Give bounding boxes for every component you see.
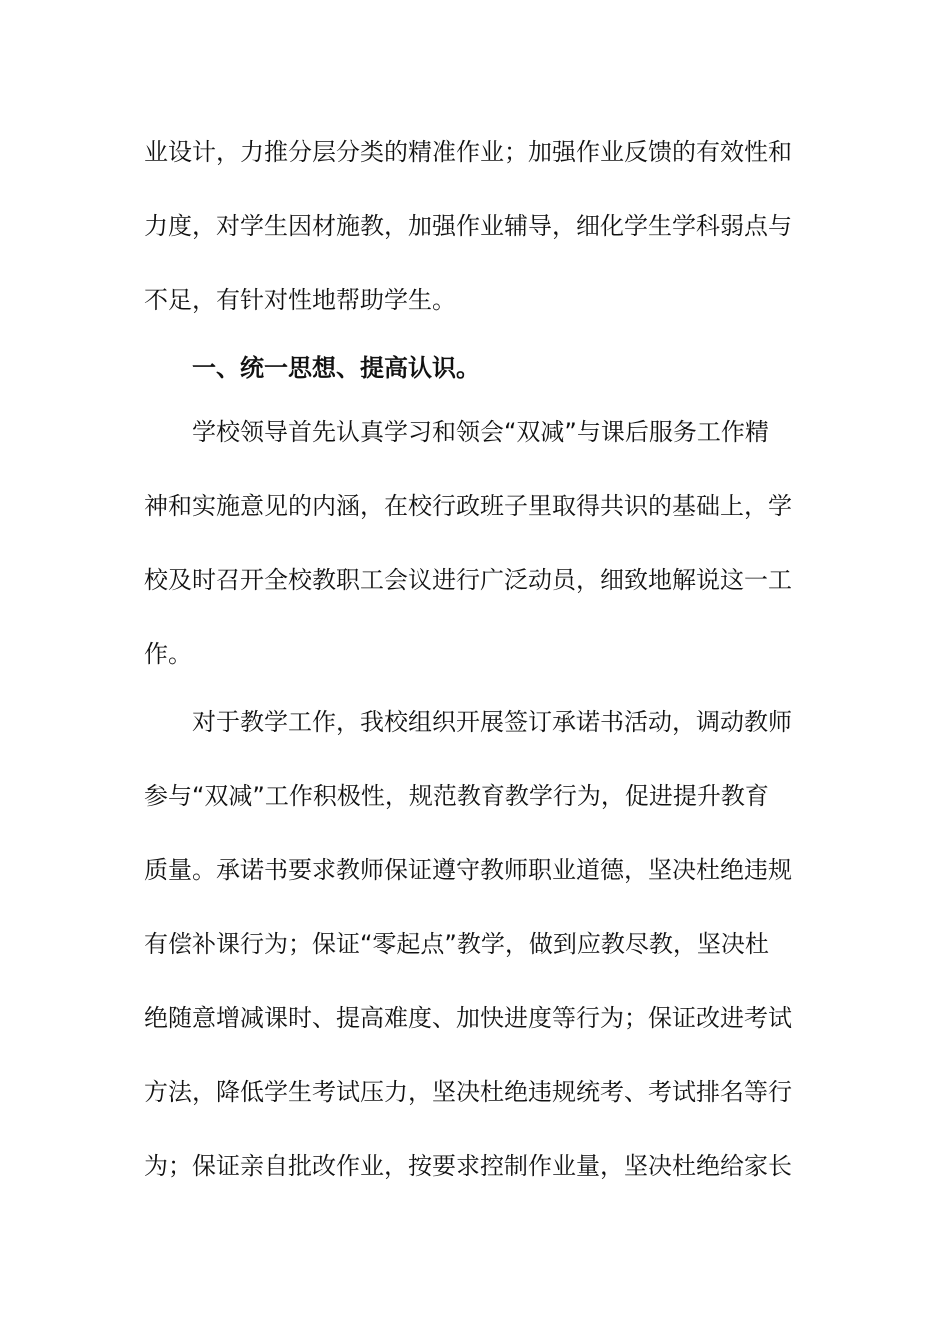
paragraph-line: 业设计，力推分层分类的精准作业；加强作业反馈的有效性和: [144, 138, 792, 166]
paragraph-line: 作。: [144, 640, 192, 668]
paragraph-line: 绝随意增减课时、提高难度、加快进度等行为；保证改进考试: [144, 1004, 792, 1032]
paragraph-line: 参与“双减”工作积极性，规范教育教学行为，促进提升教育: [144, 782, 769, 810]
paragraph-line: 不足，有针对性地帮助学生。: [144, 286, 456, 314]
paragraph-line: 对于教学工作，我校组织开展签订承诺书活动，调动教师: [192, 708, 792, 736]
section-heading: 一、统一思想、提高认识。: [192, 354, 480, 382]
paragraph-line: 有偿补课行为；保证“零起点”教学，做到应教尽教，坚决杜: [144, 930, 769, 958]
paragraph-line: 质量。承诺书要求教师保证遵守教师职业道德，坚决杜绝违规: [144, 856, 792, 884]
paragraph-line: 方法，降低学生考试压力，坚决杜绝违规统考、考试排名等行: [144, 1078, 792, 1106]
paragraph-line: 力度，对学生因材施教，加强作业辅导，细化学生学科弱点与: [144, 212, 792, 240]
paragraph-line: 神和实施意见的内涵，在校行政班子里取得共识的基础上，学: [144, 492, 792, 520]
paragraph-line: 校及时召开全校教职工会议进行广泛动员，细致地解说这一工: [144, 566, 792, 594]
paragraph-line: 学校领导首先认真学习和领会“双减”与课后服务工作精: [192, 418, 769, 446]
paragraph-line: 为；保证亲自批改作业，按要求控制作业量，坚决杜绝给家长: [144, 1152, 792, 1180]
